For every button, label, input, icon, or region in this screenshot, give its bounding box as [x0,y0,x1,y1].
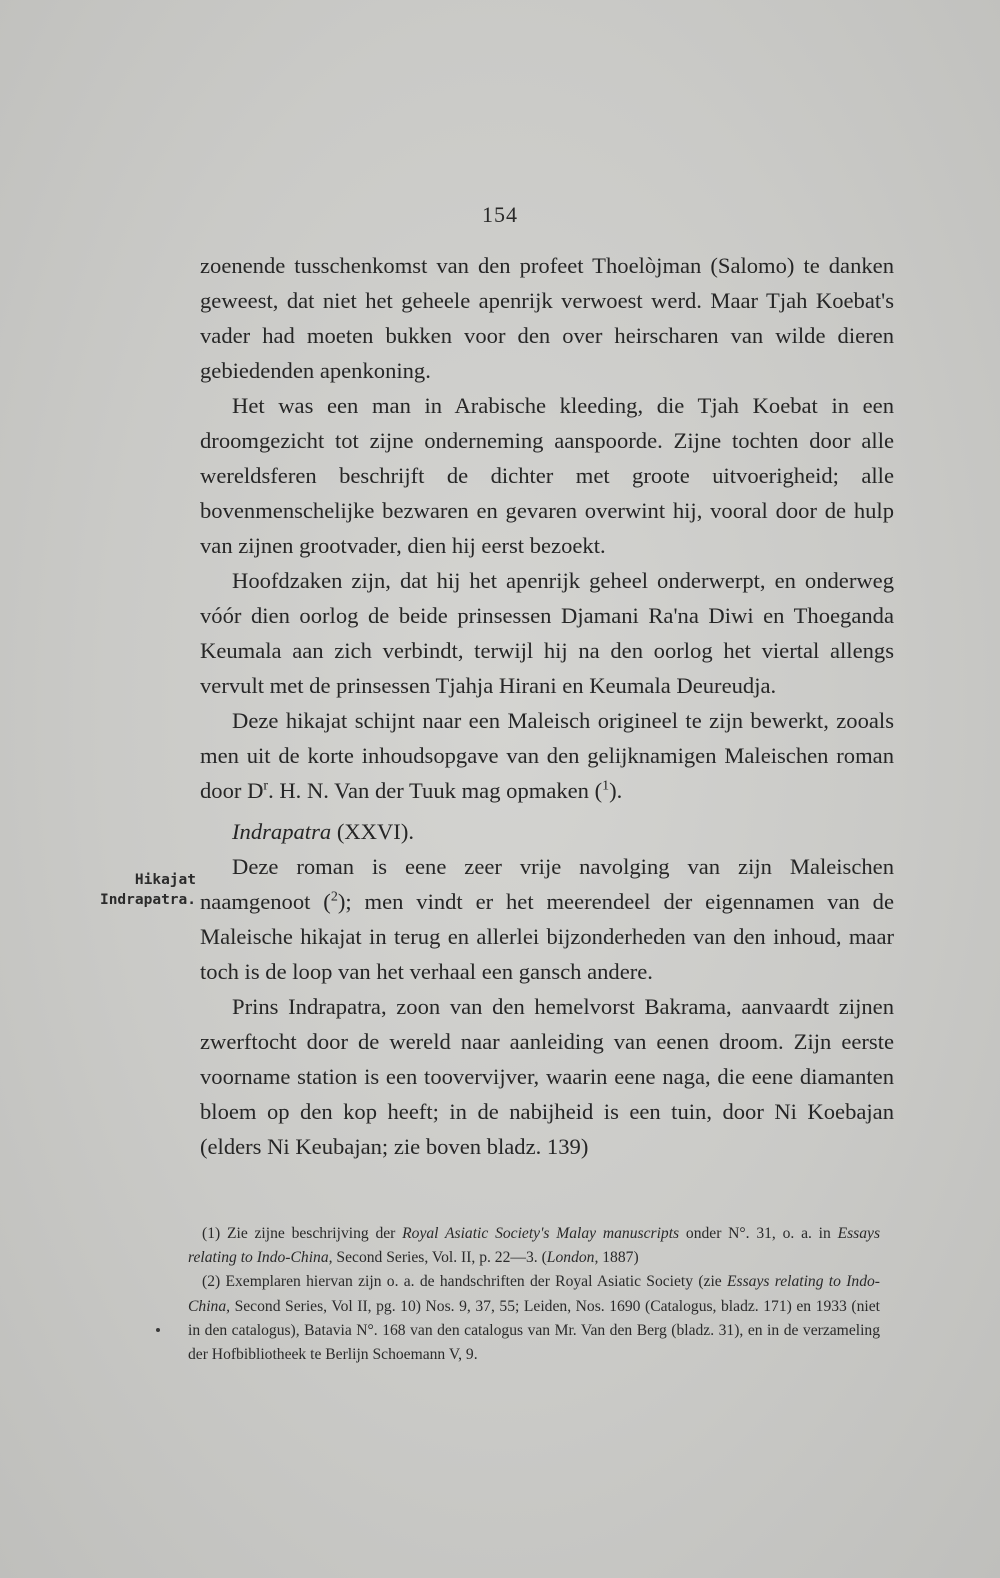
margin-note-line-2: Indrapatra. [99,892,196,908]
section-heading [200,814,894,849]
paragraph-5-text-a: Deze roman is eene zeer vrije navolging van zijn Maleischen naamgenoot ( [200,854,894,914]
paragraph-2: Het was een man in Arabische kleeding, die Tjah Koebat in een droomgezicht tot zijne onderneming aanspoorde. Zijne tochten door alle wereldsferen beschrijft de dichter met groote uitvoerigheid; alle bovenmenschelijke bezwaren en gevaren overwint hij, vooral door de hulp van zijnen grootvader, dien hij eerst bezoekt. [200,393,894,558]
paragraph-4-text-b: . H. N. Van der Tuuk mag opmaken ( [268,778,603,803]
ink-speck [156,1328,160,1332]
paragraph-4-text-a: Deze hikajat schijnt naar een Maleisch origineel te zijn bewerkt, zooals men uit de korte inhoudsopgave van den gelijknamigen Maleischen roman door D [200,708,894,803]
body-text [200,248,894,1164]
footnote-1 [188,1222,880,1270]
paragraph-1: zoenende tusschenkomst van den profeet Thoelòjman (Salomo) te danken geweest, dat niet het geheele apenrijk verwoest werd. Maar Tjah Koebat's vader had moeten bukken voor den over heirscharen van wilde dieren gebiedenden apenkoning. [200,253,894,383]
footnote-2-italic-1: Essays relating to Indo-China, [188,1273,880,1315]
footnote-ref-1: 1 [602,778,610,794]
paragraph-4 [200,703,894,808]
footnotes [188,1222,880,1367]
footnote-1-number: (1) [202,1225,221,1242]
paragraph-5-text-b: ); men vindt er het meerendeel der eigennamen van de Maleische hikajat in terug en allerlei bijzonderheden van den inhoud, maar toch is de loop van het verhaal een gansch andere. [200,889,895,984]
footnote-1-italic-3: London, [546,1249,599,1267]
margin-note-line-1: Hikajat [134,872,196,888]
footnote-1-italic-2: Essays relating to Indo-China, [188,1225,881,1267]
footnote-1-text-a: Zie zijne beschrijving der [220,1225,403,1242]
paragraph-6: Prins Indrapatra, zoon van den hemelvorst Bakrama, aanvaardt zijnen zwerftocht door de wereld naar aanleiding van eenen droom. Zijn eerste voorname station is een toovervijver, waarin eene naga, die eene diamanten bloem op den kop heeft; in de nabijheid is een tuin, door Ni Koebajan (elders Ni Keubajan; zie boven bladz. 139) [200,994,894,1159]
footnote-2-text-a: Exemplaren hiervan zijn o. a. de handschriften der Royal Asiatic Society (zie [220,1273,727,1291]
footnote-2 [188,1270,880,1367]
section-heading-rest: (XXVI). [331,819,414,844]
footnote-2-text-b: Second Series, Vol II, pg. 10) Nos. 9, 37, 55; Leiden, Nos. 1690 (Catalogus, bladz. 171) en 1933 (niet in den catalogus), Batavia N°. 168 van den catalogus van Mr. Van den Berg (bladz. 31), en in de verzameling der Hofbibliotheek te Berlijn Schoemann V, 9. [188,1297,880,1364]
footnote-1-text-b: onder N°. 31, o. a. in [679,1225,838,1242]
margin-note [86,870,196,910]
footnote-1-text-c: Second Series, Vol. II, p. 22—3. ( [332,1249,547,1267]
paragraph-3: Hoofdzaken zijn, dat hij het apenrijk geheel onderwerpt, en onderweg vóór dien oorlog de beide prinsessen Djamani Ra'na Diwi en Thoeganda Keumala aan zich verbindt, terwijl hij na den oorlog het viertal allengs vervult met de prinsessen Tjahja Hirani en Keumala Deureudja. [200,568,894,698]
paragraph-5 [200,849,894,989]
page-number: 154 [482,202,518,227]
footnote-ref-2: 2 [330,889,338,905]
section-heading-title: Indrapatra [232,819,332,844]
paragraph-4-text-c: ). [609,778,623,803]
footnote-2-number: (2) [202,1273,221,1291]
doctor-superscript: r [263,778,269,794]
footnote-1-text-d: 1887) [598,1249,639,1267]
footnote-1-italic-1: Royal Asiatic Society's Malay manuscripts [402,1225,680,1242]
